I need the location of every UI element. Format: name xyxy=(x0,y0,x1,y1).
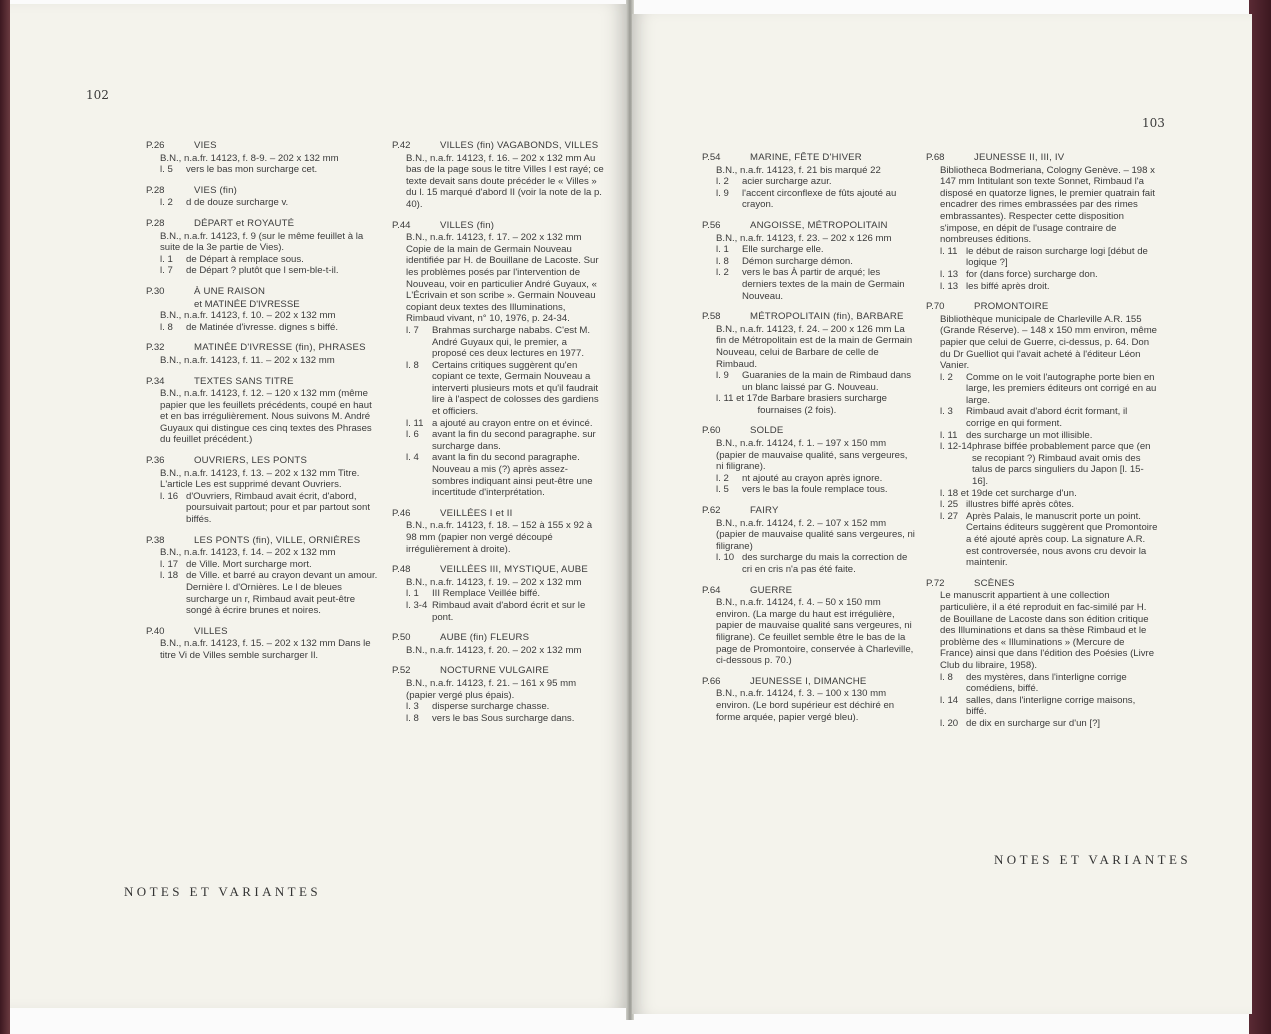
manuscript-description: B.N., n.a.fr. 14123, f. 18. – 152 à 155 x 92 à 98 mm (papier non vergé découpé irrégulièrement à droite). xyxy=(406,520,593,555)
note-entry xyxy=(392,632,604,656)
entry-title: DÉPART et ROYAUTÉ xyxy=(194,217,295,229)
entry-title: FAIRY xyxy=(750,505,779,517)
entry-title: VILLES xyxy=(194,625,228,637)
manuscript-description: B.N., n.a.fr. 14123, f. 21. – 161 x 95 mm (papier vergé plus épais). xyxy=(406,677,577,701)
note-entry xyxy=(146,535,382,617)
page-reference: P.36 xyxy=(146,455,165,467)
manuscript-description: B.N., n.a.fr. 14123, f. 13. – 202 x 132 mm Titre. L'article Les est supprimé devant Ouvriers. xyxy=(160,467,360,491)
manuscript-description: B.N., n.a.fr. 14123, f. 24. – 200 x 126 mm La fin de Métropolitain est de la main de Germain Nouveau, celui de Barbare de celle de Rimbaud. xyxy=(716,323,913,370)
variant-text: de cet surcharge d'un. xyxy=(982,487,1077,499)
entry-heading xyxy=(392,220,604,232)
page-reference: P.34 xyxy=(146,375,165,387)
variant-note xyxy=(392,418,604,430)
note-entry xyxy=(702,425,916,496)
variant-text: vers le bas À partir de arqué; les derniers textes de la main de Germain Nouveau. xyxy=(742,267,905,302)
manuscript-description: Le manuscrit appartient à une collection particulière, il a été reproduit en fac-similé par H. de Bouillane de Lacoste dans son édition critique des Illuminations et dans sa thèse Rimbaud et le problème des « Illuminations » (Mercure de France) ainsi que dans l'édition des Poésies (Livre Club du libraire, 1958). xyxy=(940,590,1155,671)
page-reference: P.58 xyxy=(702,311,721,323)
manuscript-description: B.N., n.a.fr. 14123, f. 14. – 202 x 132 mm xyxy=(160,547,336,559)
line-reference: l. 11 xyxy=(406,417,424,429)
variant-text: de Départ ? plutôt que l sem-ble-t-il. xyxy=(186,265,339,277)
note-entry xyxy=(702,220,916,302)
line-reference: l. 3-4 xyxy=(406,599,428,611)
page-number-right: 103 xyxy=(1142,116,1165,130)
page-reference: P.72 xyxy=(926,577,945,589)
entry-heading xyxy=(392,564,604,576)
variant-text: d de douze surcharge v. xyxy=(186,197,289,209)
variant-text: nt ajouté au crayon après ignore. xyxy=(742,472,883,484)
variant-note xyxy=(926,281,1158,293)
line-reference: l. 12-14 xyxy=(940,441,972,453)
variant-note xyxy=(702,176,916,188)
line-reference: l. 10 xyxy=(716,552,735,564)
variant-note xyxy=(392,325,604,360)
variant-note xyxy=(146,265,382,277)
page-reference: P.52 xyxy=(392,665,411,677)
entry-title-continued: et MATINÉE D'IVRESSE xyxy=(194,298,300,310)
line-reference: l. 7 xyxy=(406,324,419,336)
variant-text: III Remplace Veillée biffé. xyxy=(432,588,541,600)
variant-text: l'accent circonflexe de fûts ajouté au crayon. xyxy=(742,187,897,211)
variant-text: vers le bas mon surcharge cet. xyxy=(186,164,318,176)
page-reference: P.32 xyxy=(146,342,165,354)
note-entry xyxy=(392,665,604,724)
variant-text: les biffé après droit. xyxy=(966,280,1050,292)
note-entry xyxy=(926,301,1158,569)
entry-title: VIES xyxy=(194,140,217,151)
variant-note xyxy=(146,559,382,571)
entry-heading xyxy=(146,185,382,197)
manuscript-description: B.N., n.a.fr. 14123, f. 21 bis marqué 22 xyxy=(716,164,881,176)
variant-text: Dernière l. d'Ornières. Le l de bleues surcharge un r, Rimbaud avait peut-être songé à écrire brunes et noires. xyxy=(186,582,356,617)
variant-note xyxy=(926,430,1158,442)
page-reference: P.64 xyxy=(702,584,721,596)
line-reference: l. 2 xyxy=(716,176,729,188)
manuscript-description: B.N., n.a.fr. 14123, f. 17. – 202 x 132 mm Copie de la main de Germain Nouveau identifiée par H. de Bouillane de Lacoste. Sur les problèmes posés par l'intervention de Nouveau, voir en particulier André Guyaux, « L'Écrivain et son scribe ». Germain Nouveau copiant deux textes des Illuminations, Rimbaud vivant, n° 10, 1976, p. 24-34. xyxy=(406,232,599,325)
note-entry xyxy=(702,311,916,416)
variant-note xyxy=(392,588,604,600)
entry-heading xyxy=(702,585,916,597)
entry-title: ANGOISSE, MÉTROPOLITAIN xyxy=(750,219,888,231)
manuscript-description: B.N., n.a.fr. 14124, f. 1. – 197 x 150 mm (papier de mauvaise qualité, sans vergeures, ni filigrane). xyxy=(716,438,908,473)
page-reference: P.62 xyxy=(702,505,721,517)
note-entry xyxy=(146,286,382,333)
entry-title: VILLES (fin) xyxy=(440,219,495,231)
variant-text: acier surcharge azur. xyxy=(742,176,832,188)
note-entry xyxy=(146,218,382,277)
entry-heading xyxy=(392,632,604,644)
line-reference: l. 8 xyxy=(406,712,419,724)
note-entry xyxy=(146,376,382,447)
line-reference: l. 9 xyxy=(716,187,729,199)
entry-heading xyxy=(146,376,382,388)
note-entry xyxy=(702,676,916,723)
variant-note xyxy=(146,570,382,582)
manuscript-description: B.N., n.a.fr. 14123, f. 10. – 202 x 132 mm xyxy=(160,310,336,322)
variant-text: Rimbaud avait d'abord écrit et sur le pont. xyxy=(432,599,586,623)
variant-note xyxy=(392,360,604,418)
variant-note xyxy=(926,406,1158,429)
book-cover-left-edge xyxy=(0,0,10,1034)
variant-text: Après Palais, le manuscrit porte un point. Certains éditeurs suggèrent que Promontoire a été ajouté après coup. La signature A.R. est controversée, nous avons cru devoir la maintenir. xyxy=(966,510,1158,569)
entry-title: PROMONTOIRE xyxy=(974,301,1049,313)
manuscript-description: B.N., n.a.fr. 14123, f. 15. – 202 x 132 mm Dans le titre Vi de Villes semble surcharger Il. xyxy=(160,638,371,661)
entry-title: MÉTROPOLITAIN (fin), BARBARE xyxy=(750,311,904,323)
note-entry xyxy=(146,455,382,526)
variant-text: de Ville. et barré au crayon devant un amour. xyxy=(186,570,378,582)
line-reference: l. 20 xyxy=(940,717,959,729)
entry-heading xyxy=(392,140,604,152)
note-entry xyxy=(392,140,604,211)
variant-note xyxy=(146,164,382,176)
variant-text: a ajouté au crayon entre on et évincé. xyxy=(432,417,593,429)
line-reference: l. 13 xyxy=(940,280,959,292)
line-reference: l. 2 xyxy=(160,197,173,209)
entry-title: SCÈNES xyxy=(974,577,1015,589)
variant-text: de Ville. Mort surcharge mort. xyxy=(186,558,312,570)
entry-heading xyxy=(146,342,382,354)
entry-title: JEUNESSE II, III, IV xyxy=(974,152,1065,163)
entry-heading xyxy=(926,578,1158,590)
variant-text: de Départ à remplace sous. xyxy=(186,253,304,265)
manuscript-description: B.N., n.a.fr. 14123, f. 12. – 120 x 132 mm (même papier que les feuillets précédents, coupé en haut et en bas irrégulièrement. Nous suivons M. André Guyaux qui distingue ces cinq textes des Phrases du feuillet précédent.) xyxy=(160,388,372,446)
line-reference: l. 16 xyxy=(160,490,179,502)
page-reference: P.30 xyxy=(146,285,165,297)
entry-title: OUVRIERS, LES PONTS xyxy=(194,455,308,467)
line-reference: l. 1 xyxy=(406,588,419,600)
note-entry xyxy=(146,185,382,209)
variant-text: Certains critiques suggèrent qu'en copiant ce texte, Germain Nouveau a interverti plusieurs mots et qu'il faudrait lire à l'aspect de colosses des gardiens et officiers. xyxy=(432,359,599,418)
variant-text: Guaranies de la main de Rimbaud dans un blanc laissé par G. Nouveau. xyxy=(742,370,912,393)
variant-text: avant la fin du second paragraphe. Nouveau a mis (?) après assez-sombres indiquant ainsi peut-être une incertitude d'interprétation. xyxy=(432,452,593,499)
variant-text: des mystères, dans l'interligne corrige comédiens, biffé. xyxy=(966,671,1127,695)
note-entry xyxy=(146,626,382,662)
variant-text: phrase biffée probablement parce que (en se recopiant ?) Rimbaud avait omis des talus de parcs singuliers du Japon [l. 15-16]. xyxy=(972,441,1151,488)
page-reference: P.50 xyxy=(392,632,411,644)
manuscript-description: B.N., n.a.fr. 14123, f. 23. – 202 x 126 mm xyxy=(716,232,892,244)
manuscript-description: B.N., n.a.fr. 14123, f. 20. – 202 x 132 mm xyxy=(406,644,582,656)
variant-note xyxy=(146,582,382,617)
manuscript-description: B.N., n.a.fr. 14123, f. 16. – 202 x 132 mm Au bas de la page sous le titre Villes I est rayé; ce texte devait sans doute précéder le « Villes » du l. 15 marqué d'abord II (voir la note de la p. 40). xyxy=(406,152,604,210)
line-reference: l. 7 xyxy=(160,265,173,277)
manuscript-description: Bibliothèque municipale de Charleville A.R. 155 (Grande Réserve). – 148 x 150 mm environ, même papier que celui de Guerre, ci-dessus, p. 64. Don du Dr Guelliot qui l'avait acheté à l'éditeur Léon Vanier. xyxy=(940,313,1158,372)
entry-heading xyxy=(146,140,382,152)
line-reference: l. 1 xyxy=(160,253,173,265)
entry-heading xyxy=(146,455,382,467)
variant-text: disperse surcharge chasse. xyxy=(432,701,550,713)
entry-title: VEILLÉES III, MYSTIQUE, AUBE xyxy=(440,564,588,576)
entry-title: GUERRE xyxy=(750,584,793,596)
book-cover-right-edge xyxy=(1249,0,1271,1034)
line-reference xyxy=(160,582,186,617)
entry-title: MARINE, FÊTE D'HIVER xyxy=(750,152,862,163)
manuscript-description: B.N., n.a.fr. 14123, f. 8-9. – 202 x 132 mm xyxy=(160,152,339,164)
line-reference: l. 2 xyxy=(940,371,953,383)
left-page xyxy=(10,4,628,1008)
entry-heading xyxy=(926,152,1158,164)
page-reference: P.60 xyxy=(702,425,721,437)
variant-note xyxy=(926,441,1158,487)
note-entry xyxy=(392,564,604,623)
variant-note xyxy=(146,322,382,334)
entry-title: MATINÉE D'IVRESSE (fin), PHRASES xyxy=(194,342,366,354)
entry-title: LES PONTS (fin), VILLE, ORNIÈRES xyxy=(194,534,361,546)
variant-note xyxy=(702,244,916,256)
note-entry xyxy=(146,342,382,366)
entry-heading xyxy=(146,286,382,298)
line-reference: l. 4 xyxy=(406,452,419,464)
variant-text: d'Ouvriers, Rimbaud avait écrit, d'abord, poursuivait partout; pour et par partout sont biffés. xyxy=(186,490,370,526)
variant-note xyxy=(926,695,1158,718)
line-reference: l. 5 xyxy=(160,164,173,176)
page-reference: P.68 xyxy=(926,152,945,163)
line-reference: l. 5 xyxy=(716,484,729,496)
variant-text: de Matinée d'ivresse. dignes s biffé. xyxy=(186,321,339,333)
manuscript-description: B.N., n.a.fr. 14124, f. 4. – 50 x 150 mm environ. (La marge du haut est irrégulière, papier de mauvaise qualité sans vergeures, ni filigrane). Ce feuillet semble être le bas de la page de Promontoire, conservée à Charleville, ci-dessous p. 70.) xyxy=(716,597,914,667)
right-column-2 xyxy=(926,152,1158,739)
entry-title: SOLDE xyxy=(750,425,784,437)
line-reference: l. 8 xyxy=(160,321,173,333)
entry-heading xyxy=(702,425,916,437)
manuscript-description: B.N., n.a.fr. 14123, f. 19. – 202 x 132 mm xyxy=(406,576,582,588)
variant-note xyxy=(392,429,604,452)
line-reference: l. 2 xyxy=(716,267,729,279)
variant-note xyxy=(392,600,604,623)
manuscript-description: B.N., n.a.fr. 14123, f. 11. – 202 x 132 mm xyxy=(160,354,335,366)
variant-text: vers le bas la foule remplace tous. xyxy=(742,484,888,496)
line-reference: l. 18 xyxy=(160,570,179,582)
entry-title: À UNE RAISON xyxy=(194,285,266,297)
manuscript-description: B.N., n.a.fr. 14124, f. 3. – 100 x 130 mm environ. (Le bord supérieur est déchiré en forme arquée, papier vergé bleu). xyxy=(716,688,895,723)
variant-text: Rimbaud avait d'abord écrit formant, il corrige en qui forment. xyxy=(966,406,1128,430)
footer-title-left: NOTES ET VARIANTES xyxy=(124,884,321,899)
page-reference: P.54 xyxy=(702,152,721,163)
variant-note xyxy=(702,484,916,496)
entry-heading xyxy=(926,301,1158,313)
variant-text: for (dans force) surcharge don. xyxy=(966,268,1098,280)
entry-heading xyxy=(392,508,604,520)
line-reference: l. 11 et 17 xyxy=(716,393,758,405)
entry-heading xyxy=(146,218,382,230)
variant-text: de dix en surcharge sur d'un [?] xyxy=(966,717,1101,729)
entry-heading xyxy=(146,535,382,547)
variant-text: Comme on le voit l'autographe porte bien en large, les premiers éditeurs ont corrigé en au large. xyxy=(966,371,1157,406)
page-reference: P.44 xyxy=(392,219,411,231)
variant-note xyxy=(146,254,382,266)
variant-note xyxy=(926,246,1158,269)
entry-heading xyxy=(702,505,916,517)
left-column-1 xyxy=(146,140,382,671)
manuscript-description: B.N., n.a.fr. 14123, f. 9 (sur le même feuillet à la suite de la 3e partie de Vies). xyxy=(160,230,364,254)
line-reference: l. 6 xyxy=(406,429,419,441)
note-entry xyxy=(702,152,916,211)
variant-note xyxy=(146,491,382,526)
page-reference: P.28 xyxy=(146,217,165,229)
line-reference: l. 8 xyxy=(716,255,729,267)
variant-text: avant la fin du second paragraphe. sur surcharge dans. xyxy=(432,429,596,452)
variant-text: salles, dans l'interligne corrige maisons, biffé. xyxy=(966,694,1136,718)
variant-note xyxy=(146,197,382,209)
line-reference: l. 18 et 19 xyxy=(940,487,983,499)
entry-heading xyxy=(702,220,916,232)
line-reference: l. 8 xyxy=(406,359,419,371)
right-page xyxy=(632,14,1252,1014)
line-reference: l. 17 xyxy=(160,558,179,570)
note-entry xyxy=(392,220,604,499)
note-entry xyxy=(702,585,916,667)
page-reference: P.46 xyxy=(392,507,411,519)
line-reference: l. 14 xyxy=(940,694,959,706)
variant-text: vers le bas Sous surcharge dans. xyxy=(432,712,575,724)
page-reference: P.66 xyxy=(702,675,721,687)
variant-note xyxy=(392,713,604,725)
line-reference: l. 11 xyxy=(940,245,958,257)
line-reference: l. 13 xyxy=(940,268,959,280)
entry-title: VIES (fin) xyxy=(194,184,238,196)
line-reference: l. 1 xyxy=(716,244,729,256)
page-number-left: 102 xyxy=(86,88,109,102)
line-reference: l. 8 xyxy=(940,671,953,683)
variant-note xyxy=(926,372,1158,407)
left-column-2 xyxy=(392,140,604,733)
note-entry xyxy=(146,140,382,176)
variant-text: Brahmas surcharge nababs. C'est M. André Guyaux qui, le premier, a proposé ces deux lectures en 1977. xyxy=(432,324,591,360)
note-entry xyxy=(702,505,916,576)
variant-note xyxy=(926,488,1158,500)
variant-text: des surcharge un mot illisible. xyxy=(966,429,1093,441)
variant-note xyxy=(392,701,604,713)
variant-text: Elle surcharge elle. xyxy=(742,244,824,256)
note-entry xyxy=(926,578,1158,730)
entry-heading xyxy=(702,152,916,164)
entry-title: TEXTES SANS TITRE xyxy=(194,375,294,387)
variant-note xyxy=(926,511,1158,569)
page-reference: P.56 xyxy=(702,219,721,231)
note-entry xyxy=(926,152,1158,292)
variant-text: de Barbare brasiers surcharge fournaises (2 fois). xyxy=(757,393,888,416)
variant-text: le début de raison surcharge logi [début de logique ?] xyxy=(966,245,1148,269)
variant-note xyxy=(702,370,916,393)
page-reference: P.28 xyxy=(146,184,165,196)
variant-note xyxy=(926,269,1158,281)
variant-note xyxy=(702,393,916,416)
variant-note xyxy=(926,499,1158,511)
entry-heading xyxy=(702,311,916,323)
page-reference: P.42 xyxy=(392,140,411,151)
variant-text: des surcharge du mais la correction de cri en cris n'a pas été faite. xyxy=(742,552,908,575)
variant-note xyxy=(702,267,916,302)
line-reference: l. 3 xyxy=(940,406,953,418)
variant-note xyxy=(926,718,1158,730)
footer-title-right: NOTES ET VARIANTES xyxy=(994,852,1191,867)
line-reference: l. 9 xyxy=(716,370,729,382)
right-column-1 xyxy=(702,152,916,732)
entry-title: VEILLÉES I et II xyxy=(440,507,513,519)
variant-note xyxy=(702,552,916,575)
variant-text: illustres biffé après côtes. xyxy=(966,499,1075,511)
line-reference: l. 2 xyxy=(716,472,729,484)
variant-note xyxy=(702,188,916,211)
line-reference: l. 3 xyxy=(406,701,419,713)
line-reference: l. 25 xyxy=(940,499,959,511)
manuscript-description: B.N., n.a.fr. 14124, f. 2. – 107 x 152 mm (papier de mauvaise qualité sans vergeures, ni filigrane) xyxy=(716,517,915,552)
entry-title: VILLES (fin) VAGABONDS, VILLES xyxy=(440,140,599,151)
variant-text: Démon surcharge démon. xyxy=(742,255,853,267)
note-entry xyxy=(392,508,604,555)
page-reference: P.48 xyxy=(392,564,411,576)
entry-heading xyxy=(146,626,382,638)
variant-note xyxy=(926,672,1158,695)
entry-heading xyxy=(392,665,604,677)
entry-title: JEUNESSE I, DIMANCHE xyxy=(750,675,867,687)
entry-title: NOCTURNE VULGAIRE xyxy=(440,665,549,677)
manuscript-description: Bibliotheca Bodmeriana, Cologny Genève. – 198 x 147 mm Intitulant son texte Sonnet, Rimbaud l'a disposé en quatorze lignes, le premier quatrain fait encadrer des rimes embrassées par des rimes embrassantes). Respecter cette disposition s'impose, en dépit de l'usage contraire de nombreuses éditions. xyxy=(940,164,1155,246)
line-reference: l. 11 xyxy=(940,429,958,441)
variant-note xyxy=(702,256,916,268)
line-reference: l. 27 xyxy=(940,510,959,522)
page-reference: P.26 xyxy=(146,140,165,151)
entry-title: AUBE (fin) FLEURS xyxy=(440,632,530,644)
page-reference: P.40 xyxy=(146,625,165,637)
variant-note xyxy=(392,452,604,498)
entry-heading xyxy=(702,676,916,688)
variant-note xyxy=(702,473,916,485)
page-reference: P.38 xyxy=(146,534,165,546)
page-reference: P.70 xyxy=(926,301,945,313)
